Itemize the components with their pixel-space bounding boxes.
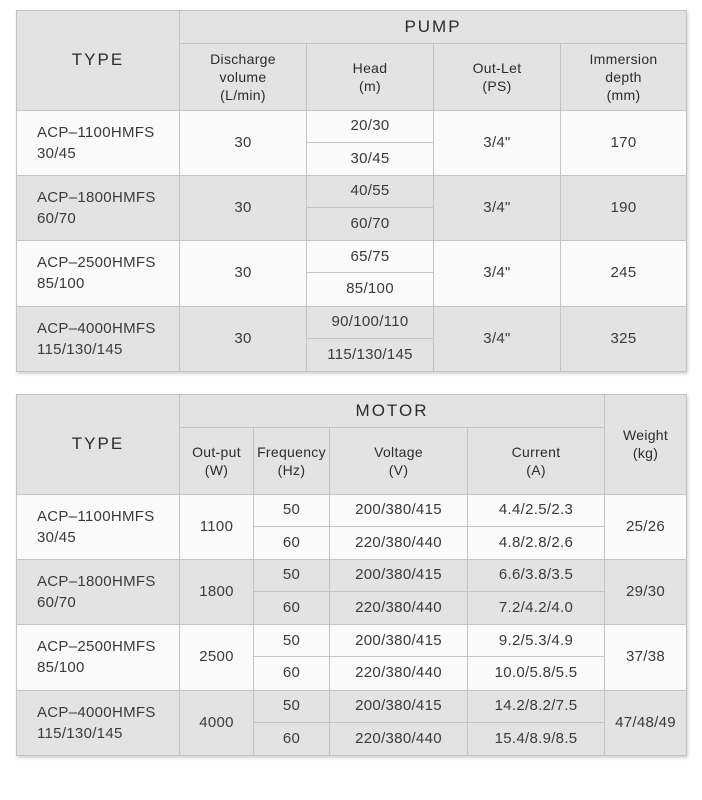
outlet-header	[434, 44, 561, 110]
voltage-cell: 200/380/415	[330, 559, 468, 591]
discharge-header	[180, 44, 307, 110]
output-header	[180, 428, 254, 494]
pump-type-header: TYPE	[17, 11, 180, 111]
output-cell: 2500	[180, 625, 254, 690]
model-cell: ACP–4000HMFS 115/130/145	[17, 306, 180, 371]
head-header	[307, 44, 434, 110]
table-row	[17, 241, 687, 273]
discharge-cell: 30	[180, 110, 307, 175]
depth-cell: 245	[561, 241, 687, 306]
current-cell: 15.4/8.9/8.5	[468, 722, 605, 755]
pump-group-header: PUMP	[180, 11, 687, 44]
current-header	[468, 428, 605, 494]
weight-header-text: Weight (kg)	[622, 427, 669, 462]
current-cell: 14.2/8.2/7.5	[468, 690, 605, 722]
head-cell: 60/70	[307, 208, 434, 241]
output-cell: 1100	[180, 494, 254, 559]
depth-header	[561, 44, 687, 110]
model-cell: ACP–1100HMFS 30/45	[17, 110, 180, 175]
table-row	[17, 690, 687, 722]
current-header-text: Current (A)	[511, 443, 561, 478]
output-cell: 4000	[180, 690, 254, 755]
voltage-cell: 220/380/440	[330, 722, 468, 755]
output-header-text: Out-put (W)	[192, 443, 241, 478]
current-cell: 6.6/3.8/3.5	[468, 559, 605, 591]
current-cell: 4.4/2.5/2.3	[468, 494, 605, 526]
frequency-header	[254, 428, 330, 494]
table-row	[17, 175, 687, 207]
model-cell: ACP–4000HMFS 115/130/145	[17, 690, 180, 755]
motor-table	[16, 394, 687, 756]
current-cell: 7.2/4.2/4.0	[468, 592, 605, 625]
head-cell: 20/30	[307, 110, 434, 142]
frequency-cell: 50	[254, 625, 330, 657]
outlet-cell: 3/4"	[434, 110, 561, 175]
model-cell: ACP–1800HMFS 60/70	[17, 559, 180, 624]
weight-header	[605, 395, 687, 495]
table-row	[17, 494, 687, 526]
frequency-cell: 60	[254, 657, 330, 690]
model-cell: ACP–1800HMFS 60/70	[17, 175, 180, 240]
voltage-header-text: Voltage (V)	[374, 443, 423, 478]
current-cell: 10.0/5.8/5.5	[468, 657, 605, 690]
frequency-cell: 60	[254, 526, 330, 559]
frequency-cell: 50	[254, 559, 330, 591]
frequency-cell: 60	[254, 722, 330, 755]
frequency-cell: 60	[254, 592, 330, 625]
head-cell: 30/45	[307, 142, 434, 175]
outlet-header-text: Out-Let (PS)	[472, 59, 522, 94]
discharge-header-text: Discharge volume (L/min)	[210, 50, 276, 103]
output-cell: 1800	[180, 559, 254, 624]
depth-cell: 325	[561, 306, 687, 371]
motor-group-header: MOTOR	[180, 395, 605, 428]
weight-cell: 29/30	[605, 559, 687, 624]
outlet-cell: 3/4"	[434, 175, 561, 240]
voltage-cell: 220/380/440	[330, 592, 468, 625]
discharge-cell: 30	[180, 241, 307, 306]
depth-cell: 170	[561, 110, 687, 175]
head-cell: 85/100	[307, 273, 434, 306]
table-row	[17, 625, 687, 657]
head-cell: 40/55	[307, 175, 434, 207]
frequency-header-text: Frequency (Hz)	[257, 443, 326, 478]
depth-header-text: Immersion depth (mm)	[589, 50, 658, 103]
head-cell: 115/130/145	[307, 338, 434, 371]
voltage-cell: 220/380/440	[330, 526, 468, 559]
table-row	[17, 306, 687, 338]
pump-table-body	[17, 110, 687, 371]
model-cell: ACP–2500HMFS 85/100	[17, 241, 180, 306]
pump-table	[16, 10, 687, 372]
voltage-header	[330, 428, 468, 494]
head-cell: 90/100/110	[307, 306, 434, 338]
model-cell: ACP–2500HMFS 85/100	[17, 625, 180, 690]
voltage-cell: 200/380/415	[330, 625, 468, 657]
weight-cell: 47/48/49	[605, 690, 687, 755]
depth-cell: 190	[561, 175, 687, 240]
current-cell: 9.2/5.3/4.9	[468, 625, 605, 657]
frequency-cell: 50	[254, 494, 330, 526]
weight-cell: 37/38	[605, 625, 687, 690]
discharge-cell: 30	[180, 175, 307, 240]
table-row	[17, 559, 687, 591]
frequency-cell: 50	[254, 690, 330, 722]
discharge-cell: 30	[180, 306, 307, 371]
current-cell: 4.8/2.8/2.6	[468, 526, 605, 559]
motor-type-header: TYPE	[17, 395, 180, 495]
model-cell: ACP–1100HMFS 30/45	[17, 494, 180, 559]
table-row	[17, 110, 687, 142]
voltage-cell: 200/380/415	[330, 494, 468, 526]
voltage-cell: 220/380/440	[330, 657, 468, 690]
head-cell: 65/75	[307, 241, 434, 273]
head-header-text: Head (m)	[352, 59, 388, 94]
motor-table-body	[17, 494, 687, 755]
voltage-cell: 200/380/415	[330, 690, 468, 722]
weight-cell: 25/26	[605, 494, 687, 559]
outlet-cell: 3/4"	[434, 306, 561, 371]
outlet-cell: 3/4"	[434, 241, 561, 306]
